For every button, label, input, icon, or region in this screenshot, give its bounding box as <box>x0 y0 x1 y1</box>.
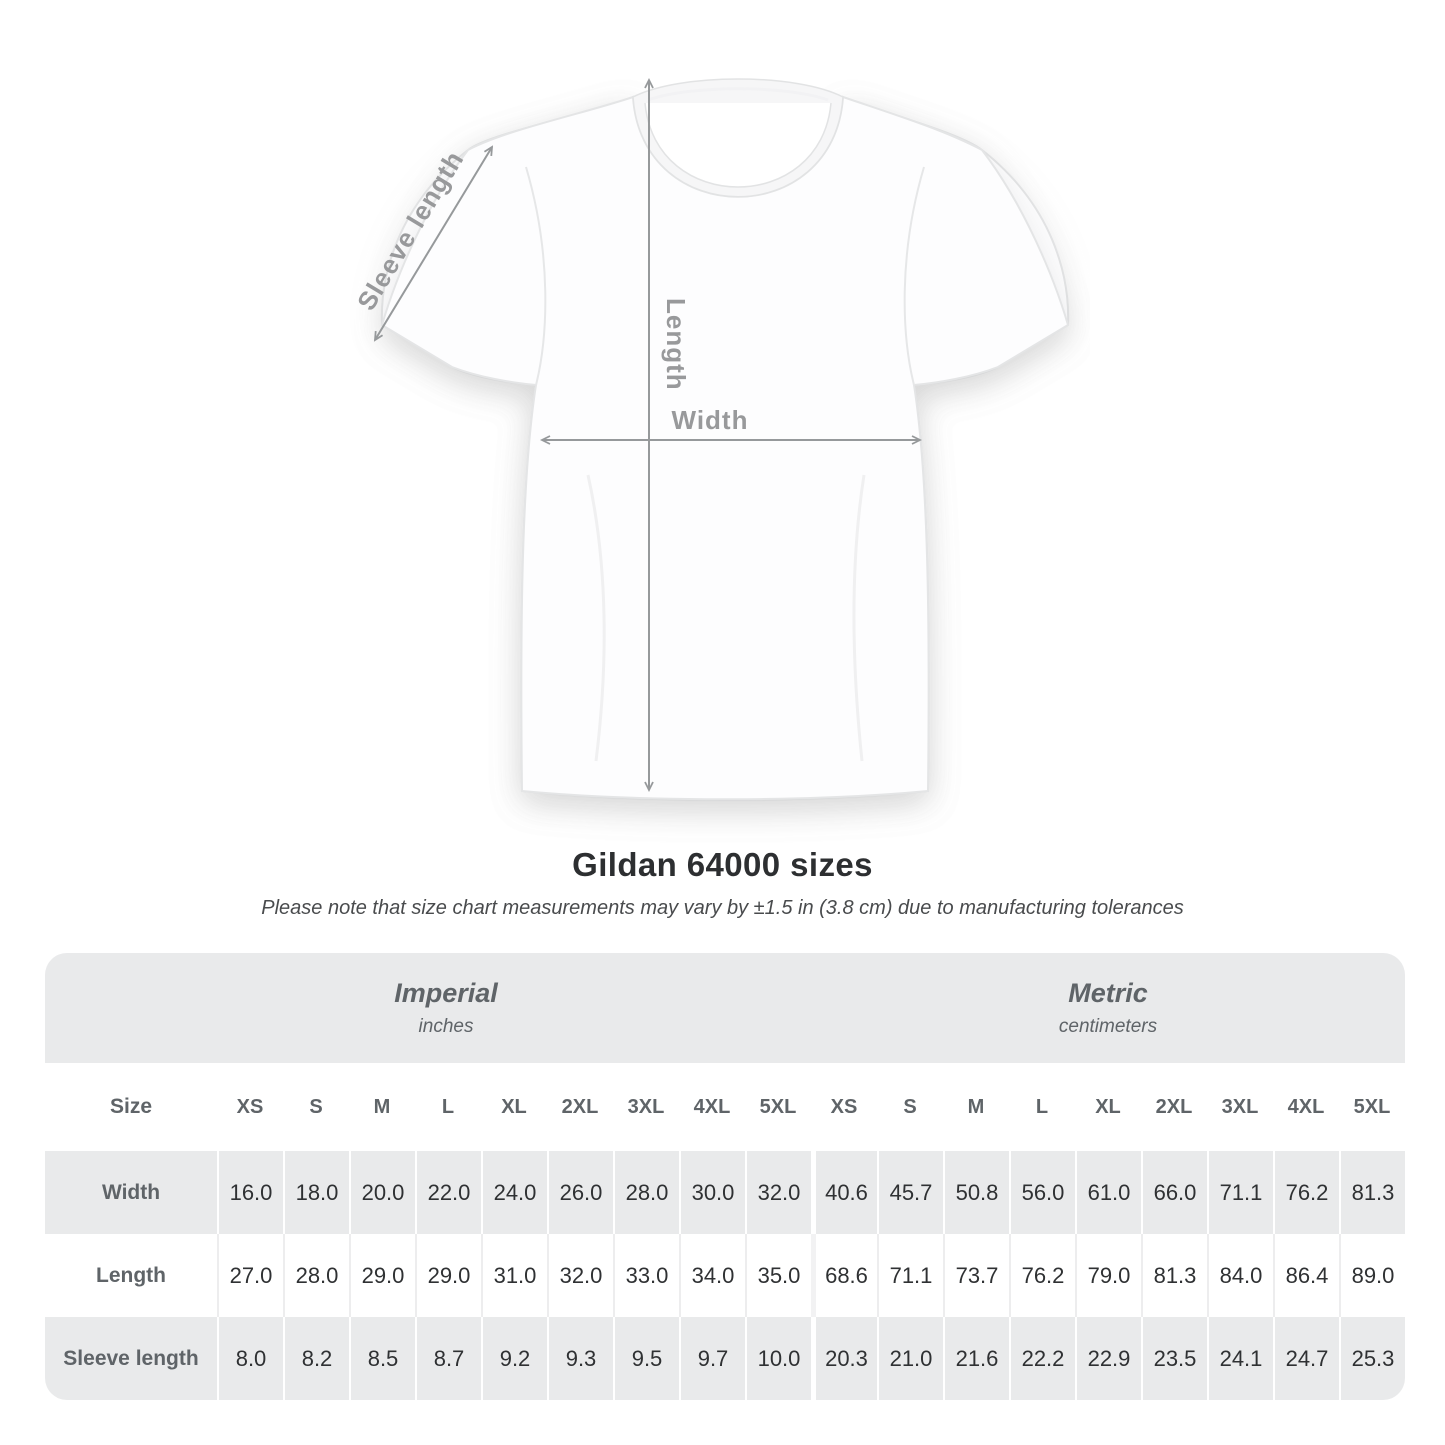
sleeve-length-label: Sleeve length <box>350 145 470 316</box>
sleeve-length-metric-5xl: 25.3 <box>1339 1317 1405 1400</box>
length-row-label: Length <box>96 1263 166 1287</box>
length-metric-3xl: 84.0 <box>1207 1234 1273 1317</box>
length-row <box>45 1234 1405 1317</box>
size-col-imperial-4xl: 4XL <box>693 1095 731 1118</box>
width-metric-2xl: 66.0 <box>1141 1151 1207 1234</box>
length-imperial-4xl: 34.0 <box>679 1234 745 1317</box>
length-metric-m: 73.7 <box>943 1234 1009 1317</box>
size-col-metric-xs: XS <box>830 1095 858 1118</box>
length-imperial-2xl: 32.0 <box>547 1234 613 1317</box>
size-header-label: Size <box>109 1095 153 1118</box>
width-metric-3xl: 71.1 <box>1207 1151 1273 1234</box>
length-imperial-xl: 31.0 <box>481 1234 547 1317</box>
page-title: Gildan 64000 sizes <box>572 846 873 883</box>
length-metric-2xl: 81.3 <box>1141 1234 1207 1317</box>
sleeve-length-metric-xs: 20.3 <box>811 1317 877 1400</box>
width-imperial-m: 20.0 <box>349 1151 415 1234</box>
width-metric-s: 45.7 <box>877 1151 943 1234</box>
length-imperial-l: 29.0 <box>415 1234 481 1317</box>
sleeve-length-imperial-m: 8.5 <box>349 1317 415 1400</box>
size-col-imperial-2xl: 2XL <box>561 1095 599 1118</box>
sleeve-length-imperial-3xl: 9.5 <box>613 1317 679 1400</box>
imperial-unit-label: inches <box>418 1016 474 1037</box>
width-label: Width <box>671 405 749 435</box>
sleeve-length-metric-m: 21.6 <box>943 1317 1009 1400</box>
tshirt-silhouette <box>382 97 1068 799</box>
width-metric-xl: 61.0 <box>1075 1151 1141 1234</box>
width-imperial-3xl: 28.0 <box>613 1151 679 1234</box>
imperial-group-header <box>45 953 811 1063</box>
sleeve-length-metric-s: 21.0 <box>877 1317 943 1400</box>
length-metric-l: 76.2 <box>1009 1234 1075 1317</box>
size-col-metric-5xl: 5XL <box>1353 1095 1391 1118</box>
length-imperial-5xl: 35.0 <box>745 1234 811 1317</box>
sleeve-length-imperial-xs: 8.0 <box>217 1317 283 1400</box>
width-imperial-5xl: 32.0 <box>745 1151 811 1234</box>
sleeve-length-imperial-xl: 9.2 <box>481 1317 547 1400</box>
length-imperial-3xl: 33.0 <box>613 1234 679 1317</box>
tshirt-measurement-diagram <box>330 55 1090 845</box>
length-imperial-s: 28.0 <box>283 1234 349 1317</box>
length-metric-xs: 68.6 <box>811 1234 877 1317</box>
size-col-imperial-5xl: 5XL <box>759 1095 797 1118</box>
size-header-row <box>45 1063 1405 1151</box>
width-metric-m: 50.8 <box>943 1151 1009 1234</box>
sleeve-length-imperial-2xl: 9.3 <box>547 1317 613 1400</box>
metric-unit-label: centimeters <box>1058 1016 1158 1037</box>
width-imperial-4xl: 30.0 <box>679 1151 745 1234</box>
width-row <box>45 1151 1405 1234</box>
width-row-label: Width <box>101 1180 161 1204</box>
width-imperial-l: 22.0 <box>415 1151 481 1234</box>
sleeve-length-metric-4xl: 24.7 <box>1273 1317 1339 1400</box>
size-col-metric-s: S <box>903 1095 917 1118</box>
length-metric-5xl: 89.0 <box>1339 1234 1405 1317</box>
length-metric-xl: 79.0 <box>1075 1234 1141 1317</box>
sleeve-length-metric-xl: 22.9 <box>1075 1317 1141 1400</box>
width-metric-4xl: 76.2 <box>1273 1151 1339 1234</box>
size-col-metric-3xl: 3XL <box>1221 1095 1259 1118</box>
width-imperial-xs: 16.0 <box>217 1151 283 1234</box>
length-label: Length <box>661 298 691 391</box>
length-imperial-xs: 27.0 <box>217 1234 283 1317</box>
sleeve-length-imperial-4xl: 9.7 <box>679 1317 745 1400</box>
size-col-metric-2xl: 2XL <box>1155 1095 1193 1118</box>
size-col-imperial-l: L <box>441 1095 455 1118</box>
metric-group-header <box>811 953 1405 1063</box>
length-metric-4xl: 86.4 <box>1273 1234 1339 1317</box>
sleeve-length-imperial-l: 8.7 <box>415 1317 481 1400</box>
size-col-metric-xl: XL <box>1095 1095 1121 1118</box>
width-imperial-2xl: 26.0 <box>547 1151 613 1234</box>
width-metric-5xl: 81.3 <box>1339 1151 1405 1234</box>
length-imperial-m: 29.0 <box>349 1234 415 1317</box>
width-metric-xs: 40.6 <box>811 1151 877 1234</box>
sleeve-length-metric-3xl: 24.1 <box>1207 1317 1273 1400</box>
size-col-imperial-3xl: 3XL <box>627 1095 665 1118</box>
sleeve-length-row-label: Sleeve length <box>63 1346 199 1370</box>
size-col-metric-l: L <box>1035 1095 1049 1118</box>
size-col-metric-4xl: 4XL <box>1287 1095 1325 1118</box>
unit-group-header-row <box>45 953 1405 1063</box>
size-col-imperial-xs: XS <box>236 1095 264 1118</box>
size-col-imperial-m: M <box>373 1095 391 1118</box>
sleeve-length-row <box>45 1317 1405 1400</box>
sleeve-length-metric-2xl: 23.5 <box>1141 1317 1207 1400</box>
width-imperial-s: 18.0 <box>283 1151 349 1234</box>
length-metric-s: 71.1 <box>877 1234 943 1317</box>
imperial-label: Imperial <box>394 978 498 1008</box>
width-imperial-xl: 24.0 <box>481 1151 547 1234</box>
sleeve-length-imperial-s: 8.2 <box>283 1317 349 1400</box>
size-col-imperial-s: S <box>309 1095 323 1118</box>
width-metric-l: 56.0 <box>1009 1151 1075 1234</box>
tshirt-image <box>330 55 1090 845</box>
size-col-imperial-xl: XL <box>501 1095 527 1118</box>
metric-label: Metric <box>1068 978 1148 1008</box>
sleeve-length-metric-l: 22.2 <box>1009 1317 1075 1400</box>
sleeve-length-imperial-5xl: 10.0 <box>745 1317 811 1400</box>
size-chart-table <box>45 953 1405 1400</box>
size-col-metric-m: M <box>967 1095 985 1118</box>
tolerance-note: Please note that size chart measurements may vary by ±1.5 in (3.8 cm) due to manufacturing tolerances <box>261 897 1184 919</box>
